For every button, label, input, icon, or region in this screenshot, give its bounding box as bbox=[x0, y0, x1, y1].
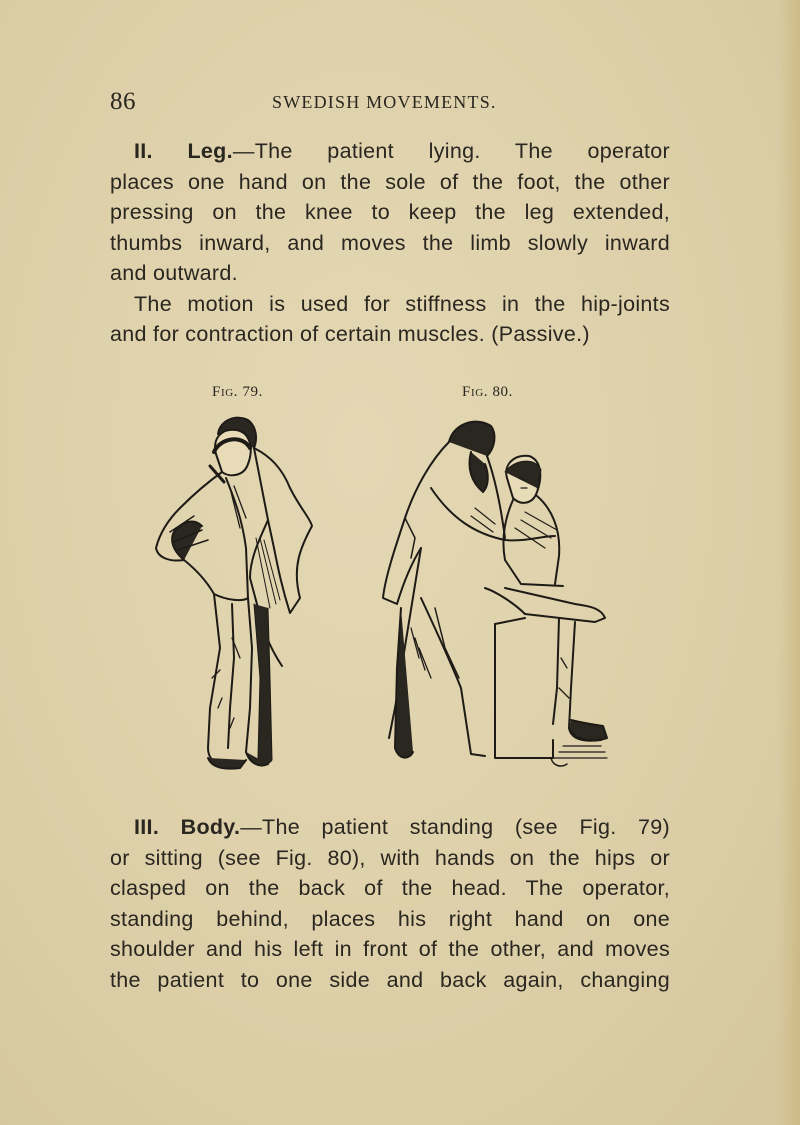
text-line: shoulder and his left in front of the other, and moves bbox=[110, 937, 670, 961]
page-edge-stain bbox=[778, 0, 800, 1125]
text-line: the patient to one side and back again, changing bbox=[110, 967, 670, 992]
text-line: III. Body.—The patient standing (see Fig. 79) bbox=[134, 815, 670, 839]
text-line: II. Leg.—The patient lying. The operator bbox=[134, 139, 670, 163]
paragraph-leg bbox=[110, 136, 670, 350]
page-number: 86 bbox=[110, 88, 136, 115]
paragraph-body bbox=[110, 812, 670, 995]
figure-80-illustration bbox=[375, 408, 615, 778]
running-head: SWEDISH MOVEMENTS. bbox=[272, 92, 497, 112]
text-line: and for contraction of certain muscles. (Passive.) bbox=[110, 322, 590, 346]
text-line: clasped on the back of the head. The operator, bbox=[110, 876, 670, 900]
text-line: pressing on the knee to keep the leg extended, bbox=[110, 200, 670, 224]
text-line: places one hand on the sole of the foot, the other bbox=[110, 169, 670, 194]
text-line: standing behind, places his right hand on one bbox=[110, 906, 670, 931]
text-line: The motion is used for stiffness in the hip-joints bbox=[134, 291, 670, 316]
figure-80-caption: Fig. 80. bbox=[462, 384, 513, 400]
section-heading-leg: II. Leg. bbox=[134, 139, 233, 163]
figure-79-illustration bbox=[150, 408, 320, 778]
page-header bbox=[110, 88, 670, 118]
figure-79-caption: Fig. 79. bbox=[212, 384, 263, 400]
text-line: or sitting (see Fig. 80), with hands on the hips or bbox=[110, 845, 670, 870]
section-heading-body: III. Body. bbox=[134, 815, 241, 839]
text-line: and outward. bbox=[110, 261, 238, 285]
text-line: thumbs inward, and moves the limb slowly inward bbox=[110, 230, 670, 255]
